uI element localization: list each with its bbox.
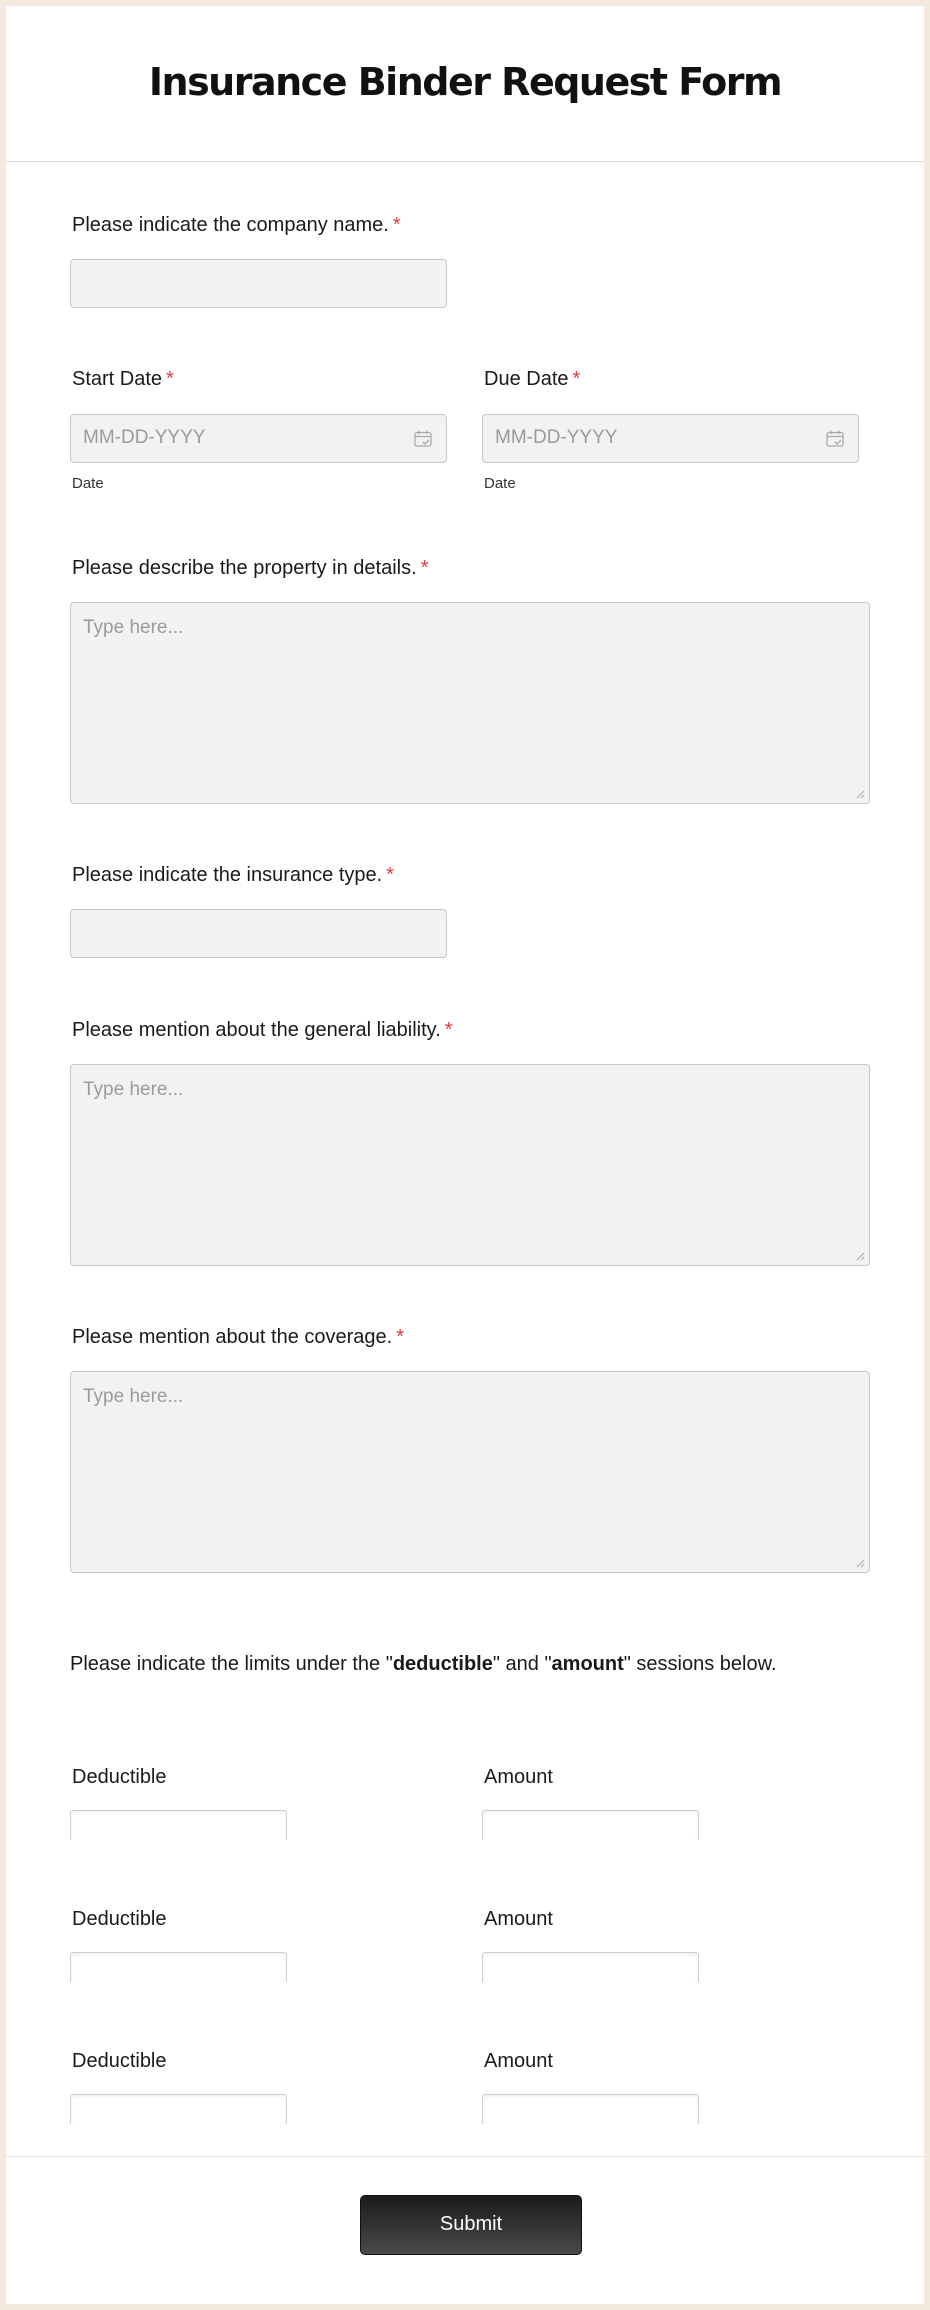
start-date-input[interactable] [70, 414, 447, 463]
form-footer [6, 2156, 924, 2304]
due-date-input[interactable] [482, 414, 859, 463]
amount-label: Amount [484, 1766, 553, 1788]
due-date-sublabel: Date [484, 475, 516, 492]
coverage-textarea[interactable] [70, 1371, 870, 1573]
required-marker: * [166, 368, 174, 390]
due-date-placeholder: MM-DD-YYYY [495, 427, 618, 448]
deductible-label: Deductible [72, 2050, 167, 2072]
deductible-label: Deductible [72, 1908, 167, 1930]
liability-placeholder: Type here... [83, 1079, 184, 1100]
company-name-input[interactable] [70, 259, 447, 308]
property-placeholder: Type here... [83, 617, 184, 638]
submit-button[interactable]: Submit [360, 2195, 582, 2255]
resize-handle-icon[interactable] [855, 1558, 865, 1568]
start-date-sublabel: Date [72, 475, 104, 492]
amount-label: Amount [484, 1908, 553, 1930]
amount-label: Amount [484, 2050, 553, 2072]
required-marker: * [572, 368, 581, 390]
property-textarea[interactable] [70, 602, 870, 804]
due-date-label: Due Date * [484, 368, 581, 390]
resize-handle-icon[interactable] [855, 789, 865, 799]
coverage-label: Please mention about the coverage. * [72, 1326, 405, 1348]
amount-input[interactable] [482, 2094, 699, 2124]
insurance-type-label: Please indicate the insurance type. * [72, 864, 394, 886]
required-marker: * [392, 214, 401, 236]
form-card [6, 6, 924, 2304]
property-label: Please describe the property in details. * [72, 557, 429, 579]
required-marker: * [386, 864, 394, 886]
insurance-type-input[interactable] [70, 909, 447, 958]
start-date-placeholder: MM-DD-YYYY [83, 427, 206, 448]
page-title: Insurance Binder Request Form [148, 60, 782, 104]
deductible-input[interactable] [70, 1810, 287, 1840]
coverage-placeholder: Type here... [83, 1386, 184, 1407]
deductible-input[interactable] [70, 2094, 287, 2124]
liability-textarea[interactable] [70, 1064, 870, 1266]
amount-input[interactable] [482, 1952, 699, 1982]
start-date-label: Start Date * [72, 368, 174, 390]
calendar-icon[interactable] [414, 430, 432, 447]
deductible-input[interactable] [70, 1952, 287, 1982]
amount-input[interactable] [482, 1810, 699, 1840]
form-header [6, 6, 924, 162]
company-name-label: Please indicate the company name. * [72, 214, 401, 236]
calendar-icon[interactable] [826, 430, 844, 447]
limits-instructions: Please indicate the limits under the "deductible" and "amount" sessions below. [70, 1653, 777, 1675]
required-marker: * [444, 1019, 453, 1041]
resize-handle-icon[interactable] [855, 1251, 865, 1261]
required-marker: * [420, 557, 429, 579]
liability-label: Please mention about the general liability. * [72, 1019, 453, 1041]
deductible-label: Deductible [72, 1766, 167, 1788]
required-marker: * [396, 1326, 405, 1348]
